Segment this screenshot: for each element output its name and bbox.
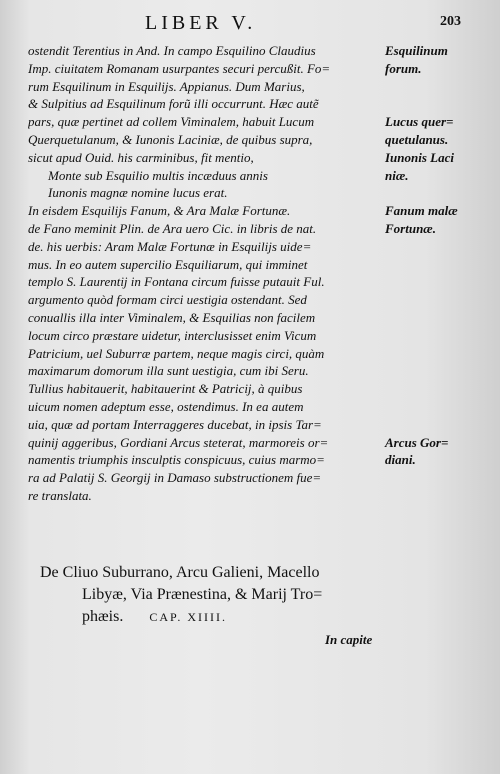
chapter-heading-line-3-text: phæis.: [82, 608, 124, 625]
text-line: rum Esquilinum in Esquilijs. Appianus. Dum Marius,: [28, 78, 305, 94]
text-line: Iunonis magnæ nomine lucus erat.: [48, 185, 228, 201]
text-line: uicum nomen adeptum esse, ostendimus. In ea autem: [28, 398, 304, 414]
text-line: namentis triumphis insculptis conspicuus, cuius marmo=: [28, 452, 325, 468]
text-line: mus. In eo autem supercilio Esquiliarum, qui imminet: [28, 256, 308, 272]
text-line: In eisdem Esquilijs Fanum, & Ara Malæ Fortunæ.: [28, 203, 291, 219]
margin-note: Arcus Gor=: [385, 434, 449, 450]
margin-note: Lucus quer=: [385, 114, 454, 130]
margin-note: quetulanus.: [385, 132, 449, 147]
text-line: sicut apud Ouid. his carminibus, fit mentio,: [28, 149, 254, 165]
text-line: & Sulpitius ad Esquilinum forũ illi occurrunt. Hæc autẽ: [28, 96, 319, 112]
text-line: quinij aggeribus, Gordiani Arcus steterat, marmoreis or=: [28, 434, 329, 450]
text-line: Patricium, uel Suburræ partem, neque magis circi, quàm: [28, 345, 325, 361]
chapter-heading-line-2: Libyæ, Via Prænestina, & Marij Tro=: [82, 586, 323, 603]
margin-note: niæ.: [385, 167, 409, 183]
text-line: re translata.: [28, 487, 92, 503]
text-line: de Fano meminit Plin. de Ara uero Cic. in libris de nat.: [28, 220, 317, 236]
text-line: Imp. ciuitatem Romanam usurpantes securi percußit. Fo=: [28, 60, 331, 76]
page-header: [0, 10, 500, 36]
text-line: conuallis illa inter Viminalem, & Esquilias non facilem: [28, 309, 316, 325]
chapter-heading-line-1: De Cliuo Suburrano, Arcu Galieni, Macello: [40, 564, 320, 581]
margin-note: Iunonis Laci: [385, 149, 454, 165]
margin-note: Fanum malæ: [385, 203, 458, 219]
margin-note: Esquilinum: [385, 43, 448, 58]
chapter-heading: [40, 562, 400, 628]
text-line: de. his uerbis: Aram Malæ Fortunæ in Esquilijs uide=: [28, 238, 312, 254]
text-line: Monte sub Esquilio multis incæduus annis: [48, 167, 268, 183]
chapter-heading-line-3: [40, 606, 400, 628]
text-line: pars, quæ pertinet ad collem Viminalem, habuit Lucum: [28, 114, 315, 130]
text-line: uia, quæ ad portam Interraggeres ducebat, in ipsis Tar=: [28, 416, 322, 432]
margin-note: forum.: [385, 60, 422, 76]
text-line: Querquetulanum, & Iunonis Laciniæ, de quibus supra,: [28, 131, 313, 147]
text-line: maximarum domorum illa sunt uestigia, cum ibi Seru.: [28, 363, 309, 379]
text-line: ra ad Palatij S. Georgij in Damaso substructionem fue=: [28, 470, 322, 486]
text-line: locum circo præstare uidetur, interclusisset enim Vicum: [28, 327, 317, 343]
running-head: LIBER V.: [145, 12, 257, 34]
margin-note: diani.: [385, 452, 416, 468]
catchword: In capite: [325, 632, 373, 647]
margin-note: Fortunæ.: [385, 221, 436, 236]
text-line: argumento quòd formam circi uestigia ostendant. Sed: [28, 292, 307, 308]
chapter-number: CAP. XIIII.: [149, 610, 228, 624]
text-line: templo S. Laurentij in Fontana circum fuisse putauit Ful.: [28, 274, 325, 290]
main-text: [28, 42, 388, 505]
page-number: 203: [440, 14, 461, 29]
text-line: ostendit Terentius in And. In campo Esquilino Claudius: [28, 43, 316, 58]
text-line: Tullius habitauerit, habitauerint & Patricij, à quibus: [28, 381, 303, 397]
